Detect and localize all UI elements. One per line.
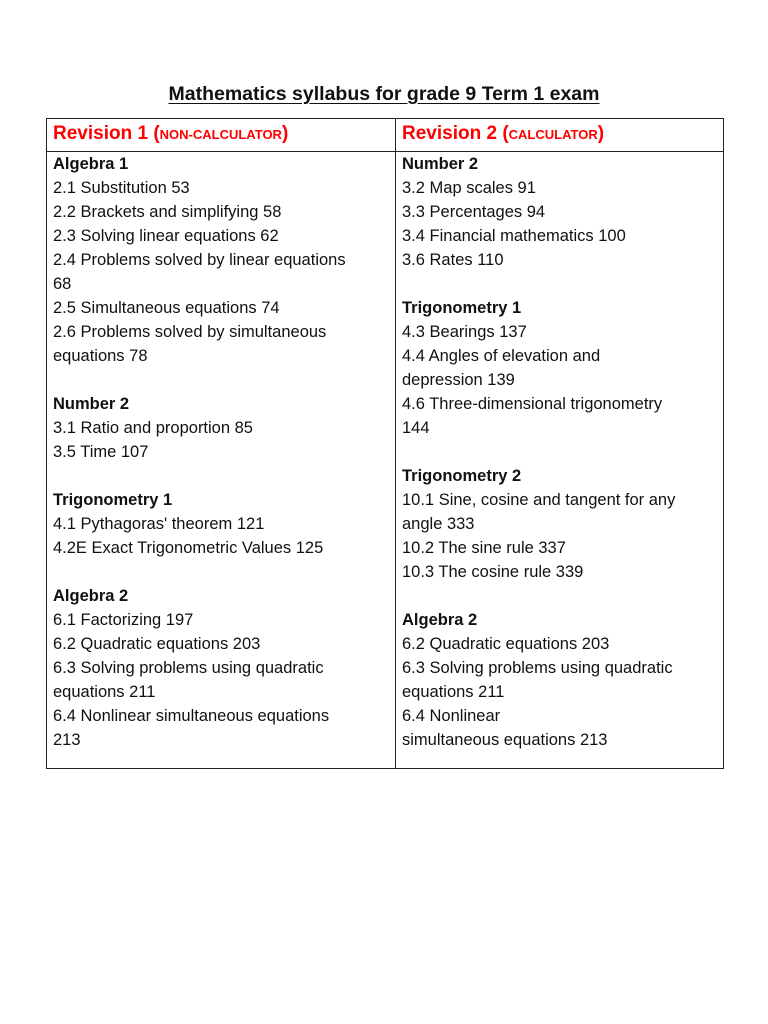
section-heading: Trigonometry 1: [53, 491, 173, 509]
topic-section: [402, 152, 717, 272]
topic-line: 10.1 Sine, cosine and tangent for any: [402, 491, 676, 509]
topic-line: 6.2 Quadratic equations 203: [402, 635, 610, 653]
topic-section: [53, 392, 389, 464]
topic-line: simultaneous equations 213: [402, 731, 608, 749]
topic-line: 3.1 Ratio and proportion 85: [53, 419, 253, 437]
topic-line: 2.6 Problems solved by simultaneous: [53, 323, 327, 341]
topic-line: 2.2 Brackets and simplifying 58: [53, 203, 282, 221]
topic-line: 3.4 Financial mathematics 100: [402, 227, 626, 245]
revision-1-topics: [47, 152, 396, 769]
section-heading: Algebra 2: [53, 587, 129, 605]
topic-line: 2.3 Solving linear equations 62: [53, 227, 279, 245]
revision-2-mode: CALCULATOR: [508, 127, 598, 142]
section-heading: Trigonometry 2: [402, 467, 522, 485]
syllabus-table: [46, 118, 724, 769]
topic-line: 3.2 Map scales 91: [402, 179, 536, 197]
revision-2-close: ): [597, 123, 605, 144]
topic-line: 2.4 Problems solved by linear equations: [53, 251, 346, 269]
topic-line: 4.2E Exact Trigonometric Values 125: [53, 539, 324, 557]
topic-line: 2.1 Substitution 53: [53, 179, 190, 197]
topic-line: 3.6 Rates 110: [402, 251, 504, 269]
topic-line: 4.1 Pythagoras' theorem 121: [53, 515, 265, 533]
topic-line: 10.3 The cosine rule 339: [402, 563, 584, 581]
topic-section: [402, 608, 717, 752]
topic-line: 3.3 Percentages 94: [402, 203, 546, 221]
topic-line: 6.2 Quadratic equations 203: [53, 635, 261, 653]
header-row: [47, 119, 724, 152]
section-heading: Algebra 1: [53, 155, 129, 173]
topic-line: 3.5 Time 107: [53, 443, 149, 461]
topic-line: 144: [402, 419, 430, 437]
topic-line: 4.6 Three-dimensional trigonometry: [402, 395, 663, 413]
topic-line: 4.4 Angles of elevation and: [402, 347, 601, 365]
section-heading: Number 2: [53, 395, 130, 413]
topic-section: [53, 488, 389, 560]
section-heading: Algebra 2: [402, 611, 478, 629]
topic-line: 6.3 Solving problems using quadratic: [53, 659, 324, 677]
revision-1-header: [47, 119, 396, 152]
topic-section: [402, 296, 717, 440]
section-heading: Number 2: [402, 155, 479, 173]
content-row: [47, 152, 724, 769]
revision-2-topics: [396, 152, 724, 769]
topic-line: equations 78: [53, 347, 148, 365]
topic-line: 10.2 The sine rule 337: [402, 539, 566, 557]
topic-line: 6.4 Nonlinear simultaneous equations: [53, 707, 330, 725]
revision-1-close: ): [281, 123, 289, 144]
revision-1-label: Revision 1 (: [53, 123, 160, 144]
topic-line: equations 211: [402, 683, 505, 701]
revision-2-label: Revision 2 (: [402, 123, 509, 144]
topic-line: depression 139: [402, 371, 515, 389]
topic-line: 213: [53, 731, 81, 749]
topic-section: [53, 584, 389, 752]
topic-line: equations 211: [53, 683, 156, 701]
topic-section: [53, 152, 389, 368]
topic-line: 2.5 Simultaneous equations 74: [53, 299, 280, 317]
topic-line: 6.3 Solving problems using quadratic: [402, 659, 673, 677]
topic-line: 6.4 Nonlinear: [402, 707, 501, 725]
revision-2-header: [396, 119, 724, 152]
topic-line: angle 333: [402, 515, 475, 533]
section-heading: Trigonometry 1: [402, 299, 522, 317]
topic-line: 4.3 Bearings 137: [402, 323, 527, 341]
revision-1-mode: NON-CALCULATOR: [159, 127, 282, 142]
topic-line: 68: [53, 275, 72, 293]
topic-section: [402, 464, 717, 584]
topic-line: 6.1 Factorizing 197: [53, 611, 194, 629]
page-title: Mathematics syllabus for grade 9 Term 1 exam: [168, 83, 600, 105]
